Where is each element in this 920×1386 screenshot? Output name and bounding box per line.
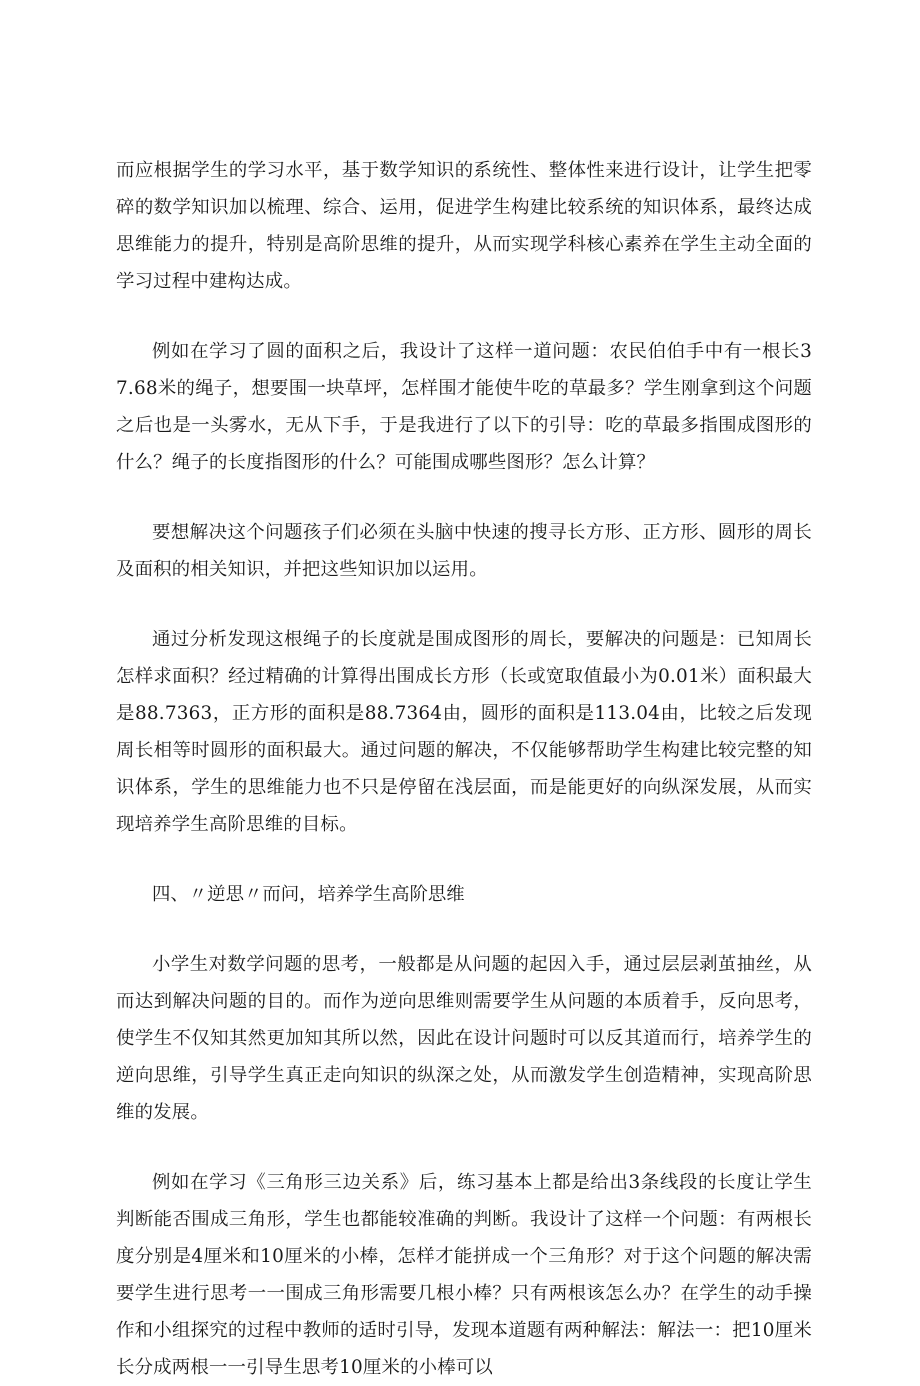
- section-heading: 四、〃逆思〃而问，培养学生高阶思维: [152, 884, 465, 905]
- paragraph-area-analysis: 通过分析发现这根绳子的长度就是围成图形的周长，要解决的问题是：已知周长怎样求面积？经过精确的计算得出围成长方形（长或宽取值最小为0.01米）面积最大是88.7363，正方形的面积是88.7364由，圆形的面积是113.04由，比较之后发现周长相等时圆形的面积最大。通过问题的解决，不仅能够帮助学生构建比较完整的知识体系，学生的思维能力也不只是停留在浅层面，而是能更好的向纵深发展，从而实现培养学生高阶思维的目标。: [116, 629, 812, 835]
- paragraph-circle-example: 例如在学习了圆的面积之后，我设计了这样一道问题：农民伯伯手中有一根长37.68米的绳子，想要围一块草坪，怎样围才能使牛吃的草最多？学生刚拿到这个问题之后也是一头雾水，无从下手，于是我进行了以下的引导：吃的草最多指围成图形的什么？绳子的长度指图形的什么？可能围成哪些图形？怎么计算？: [116, 341, 812, 473]
- paragraph-reverse-thinking: 小学生对数学问题的思考，一般都是从问题的起因入手，通过层层剥茧抽丝，从而达到解决问题的目的。而作为逆向思维则需要学生从问题的本质着手，反向思考，使学生不仅知其然更加知其所以然，因此在设计问题时可以反其道而行，培养学生的逆向思维，引导学生真正走向知识的纵深之处，从而激发学生创造精神，实现高阶思维的发展。: [116, 954, 812, 1123]
- paragraph-knowledge-recall: 要想解决这个问题孩子们必须在头脑中快速的搜寻长方形、正方形、圆形的周长及面积的相关知识，并把这些知识加以运用。: [116, 522, 812, 580]
- paragraph-triangle-example: 例如在学习《三角形三边关系》后，练习基本上都是给出3条线段的长度让学生判断能否围成三角形，学生也都能较准确的判断。我设计了这样一个问题：有两根长度分别是4厘米和10厘米的小棒，怎样才能拼成一个三角形？对于这个问题的解决需要学生进行思考一一围成三角形需要几根小棒？只有两根该怎么办？在学生的动手操作和小组探究的过程中教师的适时引导，发现本道题有两种解法：解法一：把10厘米长分成两根一一引导生思考10厘米的小棒可以: [116, 1172, 812, 1378]
- paragraph-intro-continuation: 而应根据学生的学习水平，基于数学知识的系统性、整体性来进行设计，让学生把零碎的数学知识加以梳理、综合、运用，促进学生构建比较系统的知识体系，最终达成思维能力的提升，特别是高阶思维的提升，从而实现学科核心素养在学生主动全面的学习过程中建构达成。: [116, 160, 812, 292]
